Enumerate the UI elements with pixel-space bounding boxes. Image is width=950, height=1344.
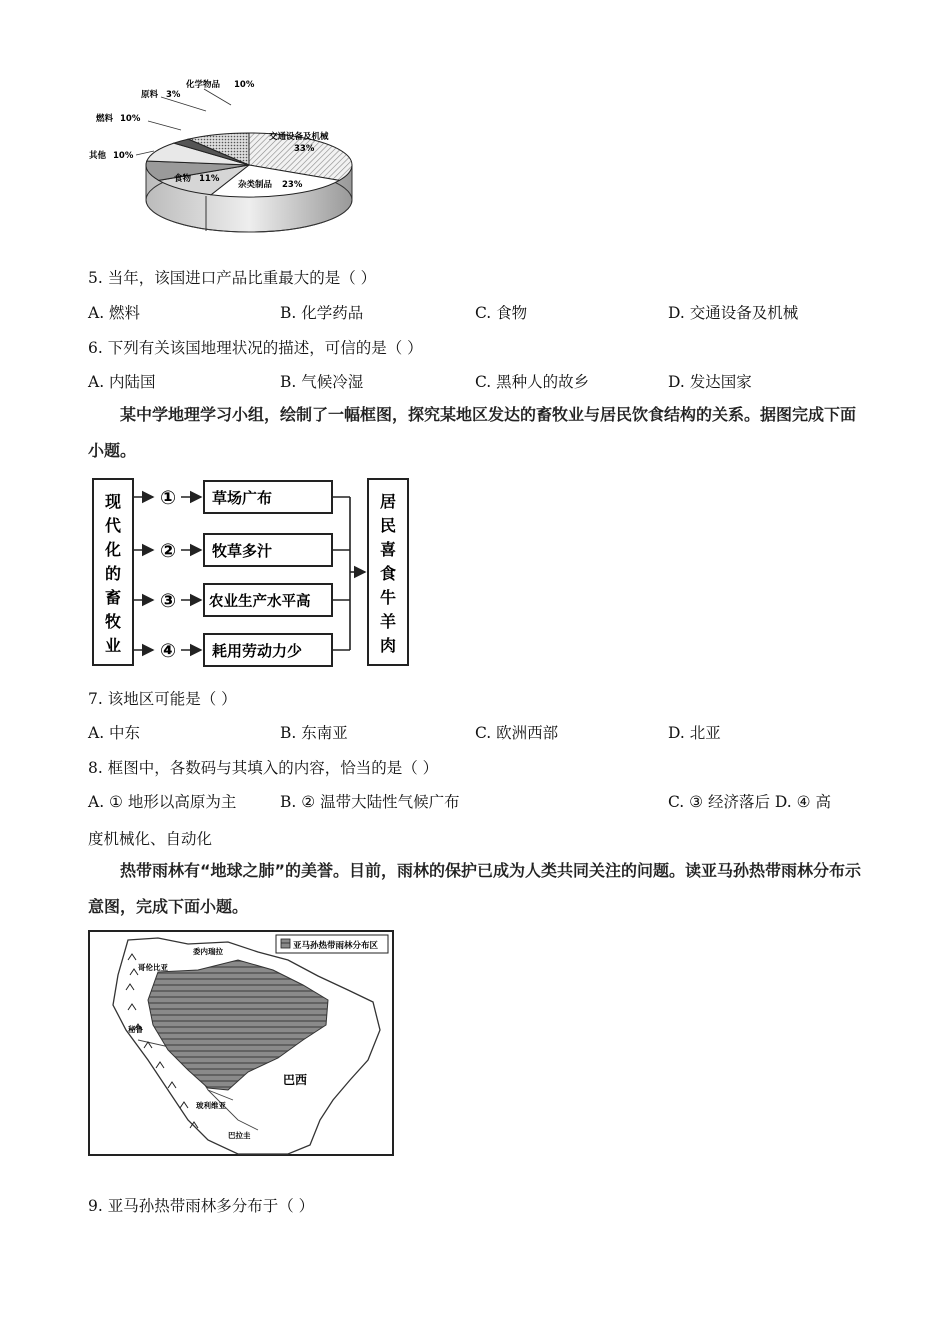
right-box-label — [380, 492, 396, 655]
left-char-3: 的 — [104, 564, 122, 583]
flow-num-1: ① — [159, 487, 177, 509]
flow-item-3: 农业生产水平高 — [209, 594, 311, 610]
q7-option-a[interactable]: A. 中东 — [88, 724, 141, 742]
map-label-colombia: 哥伦比亚 — [138, 963, 168, 972]
intro-3-text: 热带雨林有“地球之肺”的美誉。目前，雨林的保护已成为人类共同关注的问题。读亚马孙热带雨林分布示意图，完成下面小题。 — [88, 861, 862, 916]
question-5-stem: 5. 当年，该国进口产品比重最大的是（ ） — [88, 269, 377, 287]
intro-2-text: 某中学地理学习小组，绘制了一幅框图，探究某地区发达的畜牧业与居民饮食结构的关系。据图完成下面小题。 — [88, 405, 857, 460]
pie-value-chem: 10% — [234, 80, 255, 90]
pie-label-misc: 杂类制品 — [238, 180, 273, 190]
flow-item-2: 牧草多汁 — [212, 542, 273, 560]
map-label-venezuela: 委内瑞拉 — [193, 947, 223, 956]
map-label-brazil: 巴西 — [283, 1073, 308, 1087]
q8-option-cd[interactable]: C. ③ 经济落后 D. ④ 高 — [668, 793, 831, 811]
right-char-6: 肉 — [379, 636, 397, 655]
pie-value-other: 10% — [113, 151, 134, 161]
q6-option-b[interactable]: B. 气候冷湿 — [280, 373, 364, 391]
question-7-stem: 7. 该地区可能是（ ） — [88, 690, 237, 708]
import-pie-chart — [86, 75, 376, 243]
pie-label-transport: 交通设备及机械 — [269, 132, 329, 142]
q5-option-b[interactable]: B. 化学药品 — [280, 304, 364, 322]
flow-item-4: 耗用劳动力少 — [212, 642, 303, 660]
flow-item-1: 草场广布 — [212, 489, 273, 507]
pie-label-chem: 化学物品 — [186, 80, 221, 90]
pie-value-raw: 3% — [166, 90, 181, 100]
q7-option-c[interactable]: C. 欧洲西部 — [475, 724, 559, 742]
right-char-4: 牛 — [379, 588, 397, 607]
q6-option-c[interactable]: C. 黑种人的故乡 — [475, 373, 590, 391]
pie-label-other: 其他 — [89, 151, 107, 161]
map-label-paraguay: 巴拉圭 — [228, 1131, 251, 1140]
q5-option-a[interactable]: A. 燃料 — [88, 304, 141, 322]
question-9-stem: 9. 亚马孙热带雨林多分布于（ ） — [88, 1197, 315, 1215]
right-char-3: 食 — [379, 564, 397, 583]
amazon-rainforest-map — [88, 930, 394, 1156]
right-char-5: 羊 — [379, 612, 397, 631]
left-char-4: 畜 — [104, 588, 122, 607]
q5-option-d[interactable]: D. 交通设备及机械 — [668, 304, 799, 322]
q6-option-d[interactable]: D. 发达国家 — [668, 373, 752, 391]
question-8-stem: 8. 框图中，各数码与其填入的内容，恰当的是（ ） — [88, 759, 439, 777]
right-char-2: 喜 — [379, 540, 397, 559]
intro-paragraph-3 — [88, 853, 868, 925]
map-label-bolivia: 玻利维亚 — [196, 1101, 226, 1110]
q7-option-d[interactable]: D. 北亚 — [668, 724, 721, 742]
livestock-flow-diagram — [88, 474, 413, 669]
pie-label-food: 食物 — [174, 174, 192, 184]
q7-option-b[interactable]: B. 东南亚 — [280, 724, 348, 742]
q6-option-a[interactable]: A. 内陆国 — [88, 373, 156, 391]
right-char-1: 民 — [379, 516, 397, 535]
flow-num-3: ③ — [159, 590, 177, 612]
left-char-0: 现 — [104, 492, 122, 511]
q8-option-b[interactable]: B. ② 温带大陆性气候广布 — [280, 793, 460, 811]
left-char-5: 牧 — [104, 612, 122, 631]
pie-value-food: 11% — [199, 174, 220, 184]
left-char-2: 化 — [104, 540, 122, 559]
left-char-6: 业 — [104, 636, 122, 655]
q8-option-a[interactable]: A. ① 地形以高原为主 — [88, 793, 237, 811]
map-legend-text: 亚马孙热带雨林分布区 — [293, 941, 379, 951]
question-6-stem: 6. 下列有关该国地理状况的描述，可信的是（ ） — [88, 339, 423, 357]
q5-option-c[interactable]: C. 食物 — [475, 304, 528, 322]
flow-num-4: ④ — [159, 640, 177, 662]
right-char-0: 居 — [379, 492, 397, 511]
left-box-label — [104, 492, 122, 655]
intro-paragraph-2 — [88, 397, 868, 469]
q8-option-d-continued: 度机械化、自动化 — [88, 830, 213, 848]
pie-value-misc: 23% — [282, 180, 303, 190]
flow-num-2: ② — [159, 540, 177, 562]
left-char-1: 代 — [104, 516, 122, 535]
map-label-peru: 秘鲁 — [128, 1025, 143, 1034]
pie-value-fuel: 10% — [120, 114, 141, 124]
legend-swatch — [281, 939, 290, 948]
pie-value-transport: 33% — [294, 144, 315, 154]
pie-label-raw: 原料 — [141, 90, 159, 100]
pie-label-fuel: 燃料 — [96, 114, 114, 124]
